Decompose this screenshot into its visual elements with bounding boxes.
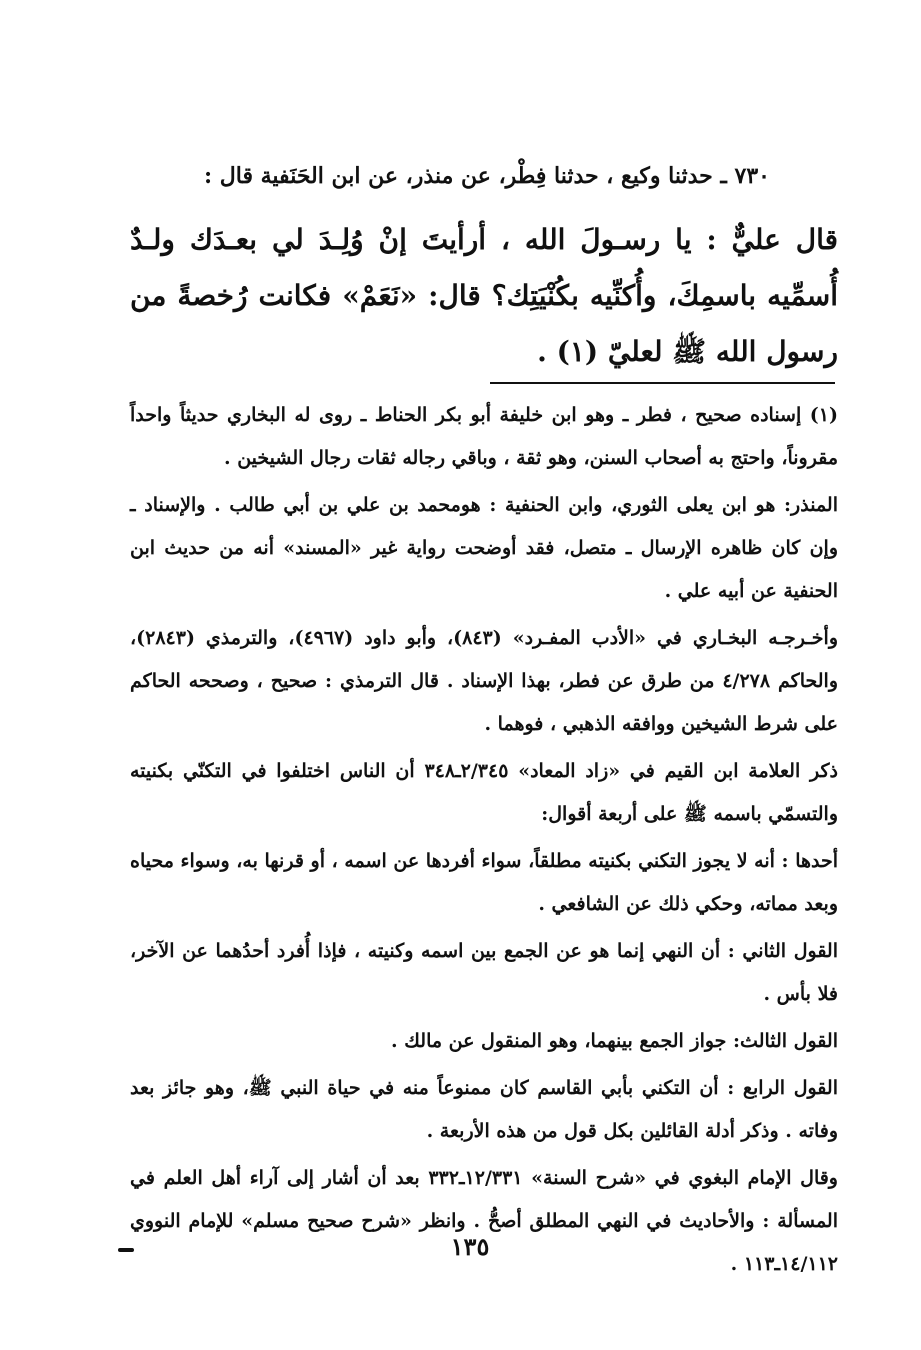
- footnote-paragraph: وأخـرجـه البخـاري في «الأدب المفـرد» (٨٤٣)، وأبو داود (٤٩٦٧)، والترمذي (٢٨٤٣)، والحاكم ٤/٢٧٨ من طرق عن فطر، بهذا الإسناد . قال الترمذي : صحيح ، وصححه الحاكم على شرط الشيخين ووافقه الذهبي ، فوهما .: [130, 627, 838, 735]
- footnote-paragraph: وقال الإمام البغوي في «شرح السنة» ١٢/٣٣١ـ٣٣٢ بعد أن أشار إلى آراء أهل العلم في المسألة : والأحاديث في النهي المطلق أصحُّ . وانظر «شرح صحيح مسلم» للإمام النووي ١٤/١١٢ـ١١٣ .: [130, 1167, 838, 1275]
- footnote-divider: [490, 382, 835, 384]
- footnotes-section: [130, 394, 838, 1290]
- footnote-paragraph: (١) إسناده صحيح ، فطر ـ وهو ابن خليفة أبو بكر الحناط ـ روى له البخاري حديثاً واحداً مقروناً، واحتج به أصحاب السنن، وهو ثقة ، وباقي رجاله ثقات رجال الشيخين .: [130, 404, 838, 469]
- print-mark: [118, 1248, 134, 1252]
- footnote-paragraph: القول الثاني : أن النهي إنما هو عن الجمع بين اسمه وكنيته ، فإذا أُفرد أحدُهما عن الآخر، فلا بأس .: [130, 940, 838, 1005]
- footnote-paragraph: ذكر العلامة ابن القيم في «زاد المعاد» ٢/٣٤٥ـ٣٤٨ أن الناس اختلفوا في التكنّي بكنيته والتسمّي باسمه ﷺ على أربعة أقوال:: [130, 760, 838, 825]
- hadith-text: قال عليٌّ : يا رسـولَ الله ، أرأيتَ إنْ وُلِـدَ لي بعـدَك ولـدٌ أُسمِّيه باسمِكَ، وأُكنِّيه بكُنْيَتِك؟ قال: «نَعَمْ» فكانت رُخصةً من رسول الله ﷺ لعليّ (١) .: [130, 223, 838, 368]
- footnote-paragraph: القول الثالث: جواز الجمع بينهما، وهو المنقول عن مالك .: [391, 1030, 838, 1052]
- page-number: ١٣٥: [450, 1232, 490, 1261]
- footnote-paragraph: القول الرابع : أن التكني بأبي القاسم كان ممنوعاً منه في حياة النبي ﷺ، وهو جائز بعد وفاته . وذكر أدلة القائلين بكل قول من هذه الأربعة .: [130, 1077, 838, 1142]
- footnote-paragraph: المنذر: هو ابن يعلى الثوري، وابن الحنفية : هومحمد بن علي بن أبي طالب . والإسناد ـ وإن كان ظاهره الإرسال ـ متصل، فقد أوضحت رواية غير «المسند» أنه من حديث ابن الحنفية عن أبيه علي .: [130, 494, 838, 602]
- footnote-paragraph: أحدها : أنه لا يجوز التكني بكنيته مطلقاً، سواء أفردها عن اسمه ، أو قرنها به، وسواء محياه وبعد مماته، وحكي ذلك عن الشافعي .: [130, 850, 838, 915]
- hadith-header: ٧٣٠ ـ حدثنا وكيع ، حدثنا فِطْر، عن منذر، عن ابن الحَنَفية قال :: [203, 163, 770, 189]
